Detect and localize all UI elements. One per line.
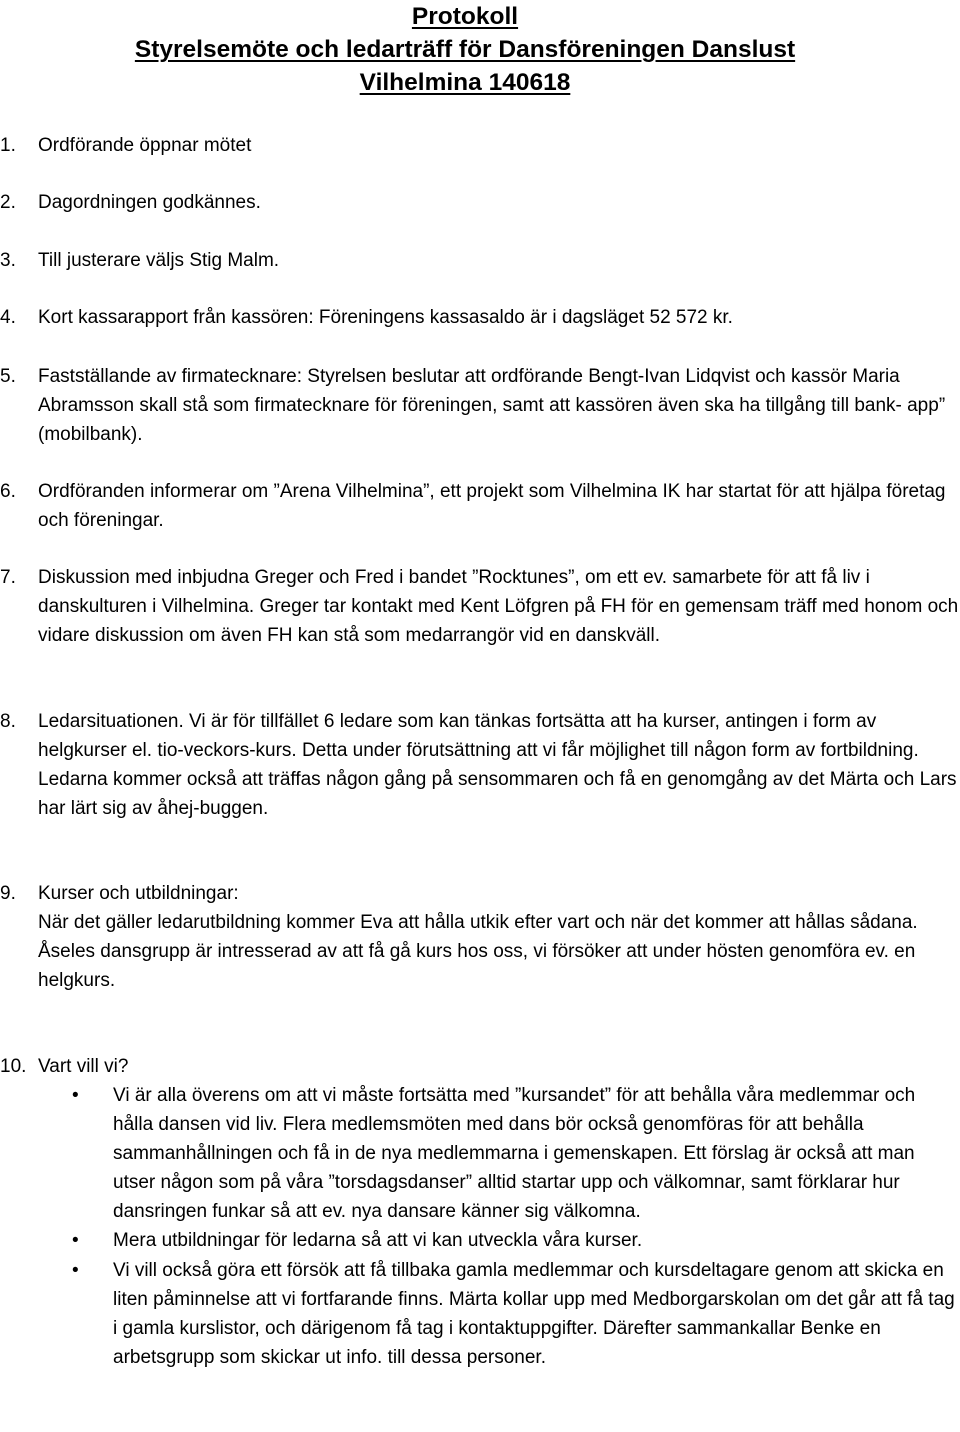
item-text: Diskussion med inbjudna Greger och Fred i bandet ”Rocktunes”, om ett ev. samarbete för att få liv i danskulturen i Vilhelmina. Greger tar kontakt med Kent Löfgren på FH för en gemensam träff med honom och vidare diskussion om även FH kan stå som medarrangör vid en danskväll. (38, 567, 959, 646)
item-number: 9. (0, 883, 16, 904)
bullet-icon: • (72, 1259, 79, 1281)
title-line-2: Styrelsemöte och ledarträff för Dansföreningen Danslust (134, 36, 796, 63)
document-title (0, 0, 930, 99)
item-number: 4. (0, 307, 16, 328)
bullet-icon: • (72, 1230, 79, 1252)
item-text: När det gäller ledarutbildning kommer Eva att hålla utkik efter vart och när det kommer att hållas sådana. (38, 912, 918, 933)
item-text: Åseles dansgrupp är intresserad av att få gå kurs hos oss, vi försöker att under hösten genomföra ev. en helgkurs. (38, 941, 916, 991)
item-number: 3. (0, 250, 16, 271)
item-number: 1. (0, 135, 16, 156)
item-text: Fastställande av firmatecknare: Styrelsen beslutar att ordförande Bengt-Ivan Lidqvist och kassör Maria Abramsson skall stå som firmatecknare för föreningen, samt att kassören även ska ha tillgång till bank- app” (mobilbank). (38, 366, 946, 445)
bullet-item (0, 1226, 960, 1255)
agenda-item-6 (0, 477, 960, 535)
agenda-item-10 (0, 1052, 960, 1081)
item-text: Dagordningen godkännes. (38, 192, 261, 213)
item-number: 8. (0, 711, 16, 732)
bullet-text: Vi är alla överens om att vi måste fortsätta med ”kursandet” för att behålla våra medlemmar och hålla dansen vid liv. Flera medlemsmöten med dans bör också genomföras för att behålla sammanhållningen och få in de nya medlemmarna i gemenskapen. Ett förslag är också att man utser någon som på våra ”torsdagsdanser” alltid startar upp och välkomnar, samt förklarar hur dansringen funkar så att ev. nya dansare känner sig välkomna. (113, 1085, 916, 1223)
bullet-item (0, 1256, 960, 1372)
item-number: 2. (0, 192, 16, 213)
item-number: 6. (0, 481, 16, 502)
bullet-list (0, 1081, 960, 1372)
item-number: 7. (0, 567, 16, 588)
agenda-item-7 (0, 563, 960, 650)
title-line-1: Protokoll (411, 3, 519, 30)
agenda-item-9 (0, 879, 960, 995)
agenda-item-4 (0, 303, 960, 332)
item-text: Ledarsituationen. Vi är för tillfället 6 ledare som kan tänkas fortsätta att ha kurser, antingen i form av helgkurser el. tio-veckors-kurs. Detta under förutsättning att vi får möjlighet till någon form av fortbildning. Ledarna kommer också att träffas någon gång på sensommaren och få en genomgång av det Märta och Lars har lärt sig av åhej-buggen. (38, 711, 957, 819)
bullet-text: Vi vill också göra ett försök att få tillbaka gamla medlemmar och kursdeltagare genom att skicka en liten påminnelse att vi fortfarande finns. Märta kollar upp med Medborgarskolan om det går att få tag i gamla kurslistor, och därigenom få tag i kontaktuppgifter. Därefter sammankallar Benke en arbetsgrupp som skickar ut info. till dessa personer. (113, 1259, 955, 1368)
agenda-item-1 (0, 131, 960, 160)
agenda-item-8 (0, 707, 960, 823)
item-heading: Vart vill vi? (38, 1056, 129, 1077)
title-line-3: Vilhelmina 140618 (359, 69, 571, 96)
agenda-item-5 (0, 362, 960, 449)
bullet-icon: • (72, 1085, 79, 1106)
item-number: 10. (0, 1056, 27, 1077)
item-number: 5. (0, 366, 16, 387)
item-text: Ordförande öppnar mötet (38, 135, 252, 156)
bullet-text: Mera utbildningar för ledarna så att vi kan utveckla våra kurser. (113, 1230, 643, 1252)
agenda-item-2 (0, 188, 960, 217)
item-text: Kort kassarapport från kassören: Föreningens kassasaldo är i dagsläget 52 572 kr. (38, 307, 733, 328)
item-heading: Kurser och utbildningar: (38, 883, 239, 904)
bullet-item (0, 1081, 960, 1226)
item-text: Ordföranden informerar om ”Arena Vilhelmina”, ett projekt som Vilhelmina IK har startat för att hjälpa företag och föreningar. (38, 481, 946, 531)
item-text: Till justerare väljs Stig Malm. (38, 250, 280, 271)
agenda-item-3 (0, 246, 960, 275)
